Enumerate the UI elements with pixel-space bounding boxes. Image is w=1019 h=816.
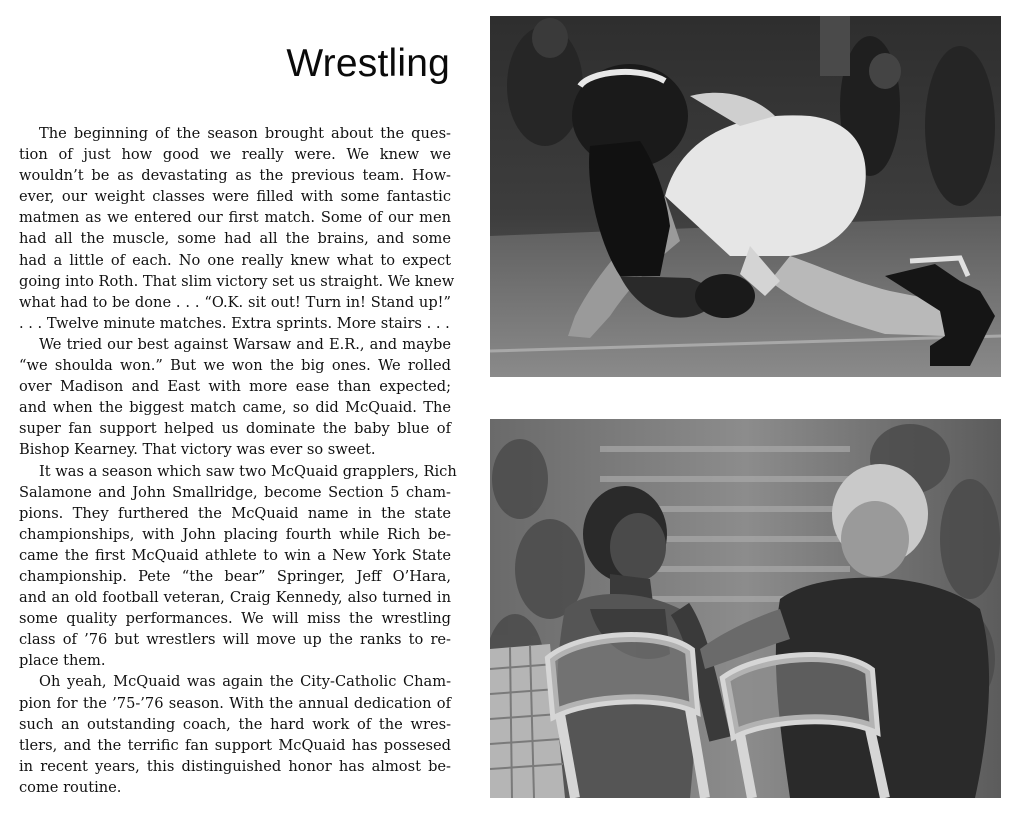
article-line: championships, with John placing fourth while Rich be- xyxy=(19,525,451,543)
article-title: Wrestling xyxy=(286,42,450,85)
article-line: ever, our weight classes were filled with some fantastic xyxy=(19,188,451,206)
article-line: We tried our best against Warsaw and E.R., and maybe xyxy=(39,335,451,353)
article-line: come routine. xyxy=(19,778,122,796)
article-line: Bishop Kearney. That victory was ever so sweet. xyxy=(19,441,376,459)
article-line: championship. Pete “the bear” Springer, Jeff O’Hara, xyxy=(19,567,451,585)
article-line: had a little of each. No one really knew what to expect xyxy=(19,251,451,269)
article-line: and an old football veteran, Craig Kennedy, also turned in xyxy=(19,589,451,607)
article-line: what had to be done . . . “O.K. sit out! Turn in! Stand up!” xyxy=(19,293,451,311)
article-line: wouldn’t be as devastating as the previous team. How- xyxy=(19,167,451,185)
article-line: tion of just how good we really were. We knew we xyxy=(19,146,451,164)
article-line: . . . Twelve minute matches. Extra sprints. More stairs . . . xyxy=(19,314,450,332)
article-line: pion for the ’75-’76 season. With the annual dedication of xyxy=(19,694,451,712)
article-line: It was a season which saw two McQuaid grapplers, Rich xyxy=(39,462,457,480)
article-line: Oh yeah, McQuaid was again the City-Catholic Cham- xyxy=(39,673,451,691)
article-line: Salamone and John Smallridge, become Section 5 cham- xyxy=(19,483,451,501)
article-line: super fan support helped us dominate the baby blue of xyxy=(19,420,451,438)
article-line: tlers, and the terrific fan support McQuaid has possesed xyxy=(19,736,451,754)
article-line: some quality performances. We will miss the wrestling xyxy=(19,610,451,628)
article-line: going into Roth. That slim victory set us straight. We knew xyxy=(19,272,455,290)
article-line: and when the biggest match came, so did McQuaid. The xyxy=(19,399,451,417)
article-line: place them. xyxy=(19,652,106,670)
wrestling-match-photo-icon xyxy=(490,16,1001,377)
article-line: “we shoulda won.” But we won the big ones. We rolled xyxy=(19,357,451,375)
article-line: matmen as we entered our first match. Some of our men xyxy=(19,209,451,227)
article-line: in recent years, this distinguished honor has almost be- xyxy=(19,757,451,775)
article-body xyxy=(19,123,457,798)
article-line: class of ’76 but wrestlers will move up the ranks to re- xyxy=(19,631,451,649)
article-line: over Madison and East with more ease than expected; xyxy=(19,378,451,396)
article-line: such an outstanding coach, the hard work of the wres- xyxy=(19,715,451,733)
article-line: The beginning of the season brought about the ques- xyxy=(39,125,451,142)
article-line: pions. They furthered the McQuaid name in the state xyxy=(19,504,451,522)
wrestlers-on-bench-photo-icon xyxy=(490,419,1001,798)
article-line: came the first McQuaid athlete to win a New York State xyxy=(19,546,451,564)
article-line: had all the muscle, some had all the brains, and some xyxy=(19,230,451,248)
